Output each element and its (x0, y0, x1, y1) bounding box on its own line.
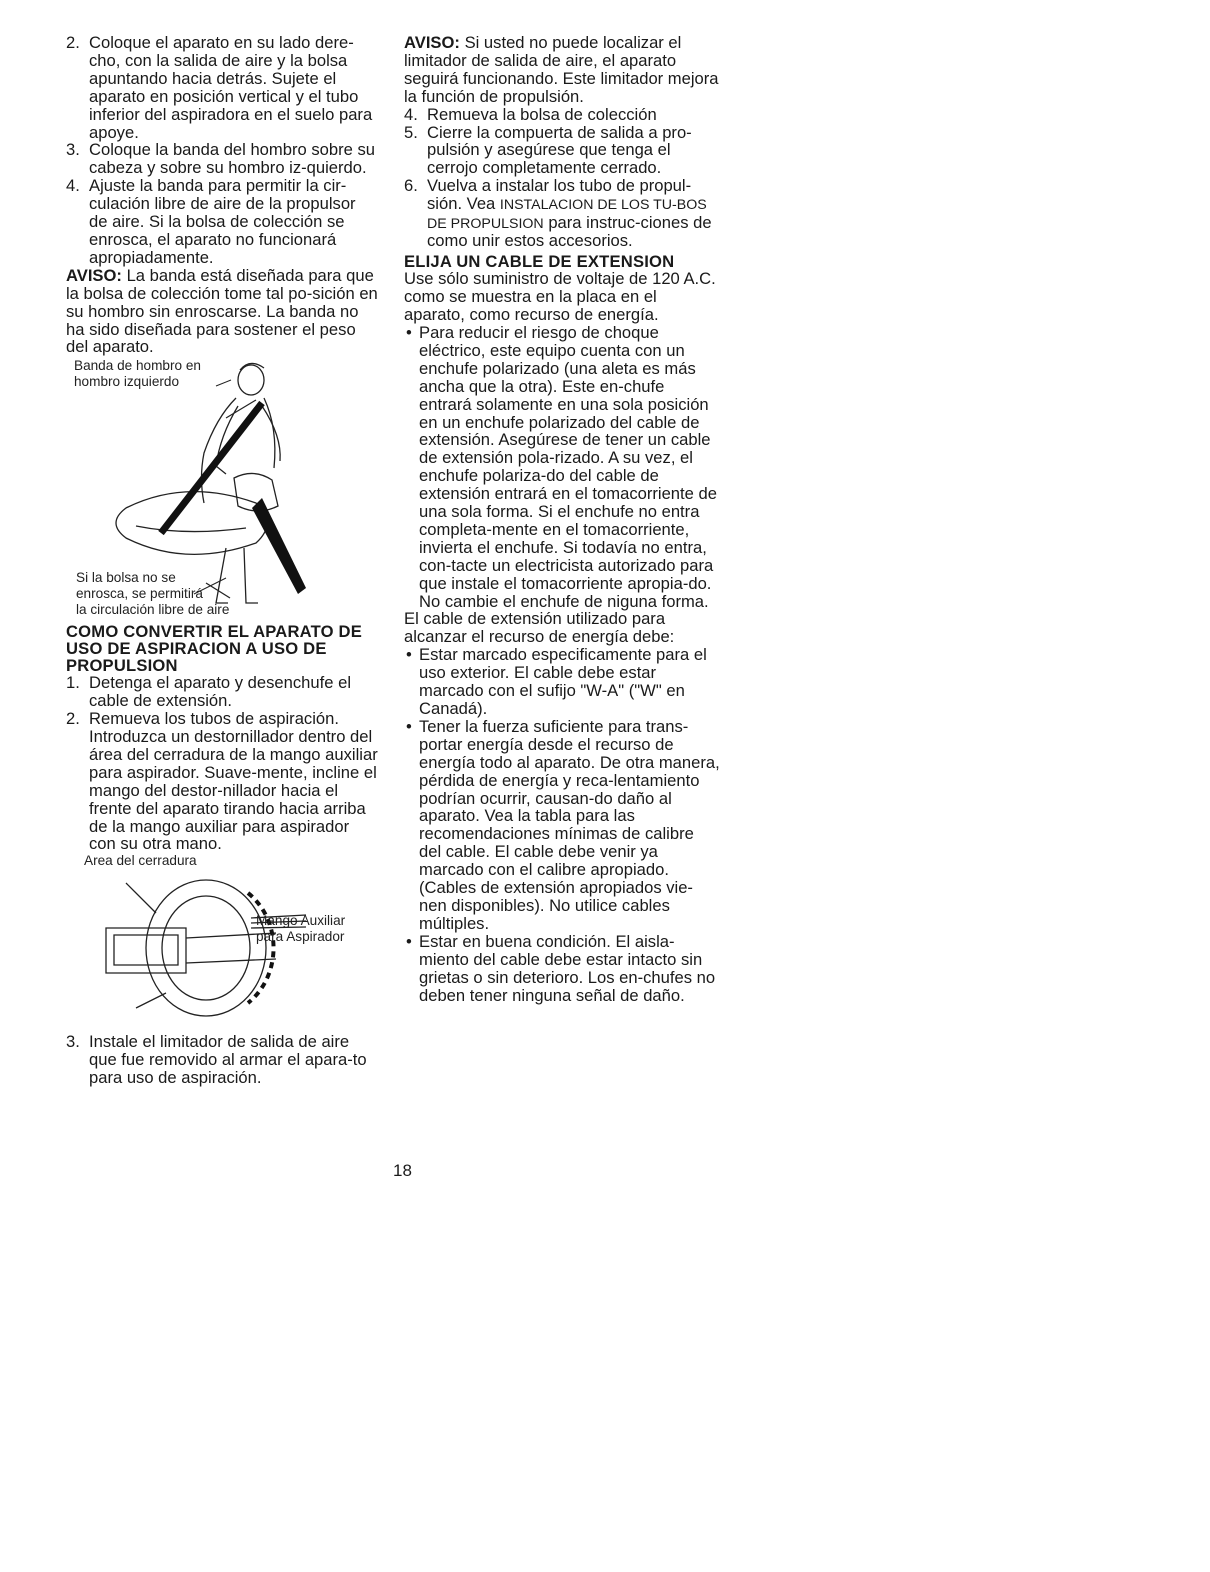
section-heading: ELIJA UN CABLE DE EXTENSION (404, 252, 675, 272)
list-item: • Para reducir el riesgo de choque eléctrico, este equipo cuenta con un enchufe polarizado (una aleta es más ancha que la otra). Este en-chufe entrará solamente en una sola posición en un enchufe polarizado del cable de extensión. Asegúrese de tener un cable de extensión pola-rizado. A su vez, el enchufe polariza-do del cable de extensión entrará en el tomacorriente de una sola forma. Si el enchufe no entra completa-mente en el tomacorriente, invierta el enchufe. Si todavía no entra, con-tacte un electricista autorizado para que instale el tomacorriente apropia-do. No cambie el enchufe de niguna forma. (406, 322, 717, 611)
bullet-list-a (404, 324, 720, 611)
intro-paragraph: Use sólo suministro de voltaje de 120 A.C. como se muestra en la placa en el aparato, como recurso de energía. (404, 269, 716, 325)
right-column (404, 34, 720, 1004)
figure-label-mango: Mango Auxiliar para Aspirador (256, 913, 346, 945)
list-item: 3. Coloque la banda del hombro sobre su cabeza y sobre su hombro iz-quierdo. (66, 140, 375, 178)
steps-list-a (66, 34, 378, 267)
list-item: 2. Remueva los tubos de aspiración. Introduzca un destornillador dentro del área del cerradura de la mango auxiliar para aspirador. Suave-mente, incline el mango del destor-nillador hacia el frente del aparato tirando hacia arriba de la mango auxiliar para aspirador con su otra mano. (66, 709, 378, 854)
list-item: 1. Detenga el aparato y desenchufe el cable de extensión. (66, 673, 351, 711)
steps-list-c (66, 1033, 378, 1087)
aviso-note: AVISO: La banda está diseñada para que la bolsa de colección tome tal po-sición en su hombro sin enroscarse. La banda no ha sido diseñada para sostener el peso del aparato. (66, 265, 378, 357)
figure-label-area: Area del cerradura (84, 853, 197, 869)
figure-label-bottom: Si la bolsa no se enrosca, se permitirá la circulación libre de aire (76, 570, 230, 618)
shoulder-strap-figure (66, 358, 378, 620)
aviso-note: AVISO: Si usted no puede localizar el limitador de salida de aire, el aparato seguirá funcionando. Este limitador mejora la función de propulsión. (404, 33, 719, 106)
section-heading: COMO CONVERTIR EL APARATO DE USO DE ASPIRACION A USO DE PROPULSION (66, 622, 363, 676)
list-item: 5. Cierre la compuerta de salida a pro-pulsión y asegúrese que tenga el cerrojo completamente cerrado. (404, 122, 692, 178)
list-item: 2. Coloque el aparato en su lado dere-cho, con la salida de aire y la bolsa apuntando hacia detrás. Sujete el aparato en posición vertical y el tubo inferior del aspiradora en el suelo para apoye. (66, 33, 373, 142)
requirements-paragraph: El cable de extensión utilizado para alcanzar el recurso de energía debe: (404, 609, 675, 647)
list-item: 3. Instale el limitador de salida de aire que fue removido al armar el apara-to para uso de aspiración. (66, 1032, 367, 1088)
list-item: • Estar en buena condición. El aisla-miento del cable debe estar intacto sin grietas o sin deterioro. Los en-chufes no deben tener ninguna señal de daño. (406, 931, 716, 1005)
list-item: • Tener la fuerza suficiente para trans-portar energía desde el recurso de energía todo al aparato. De otra manera, pérdida de energía y reca-lentamiento podrían ocurrir, causan-do daño al aparato. Vea la tabla para las recomendaciones mínimas de calibre del cable. El cable debe venir ya marcado con el calibre apropiado. (Cables de extensión apropiados vie-nen disponibles). No utilice cables múltiples. (406, 716, 720, 933)
auxiliary-handle-figure (66, 853, 378, 1033)
list-item: • Estar marcado especificamente para el uso exterior. El cable debe estar marcado con el sufijo "W-A" ("W" en Canadá). (406, 645, 707, 718)
cross-reference: INSTALACION DE LOS TU-BOS DE PROPULSION (427, 197, 707, 232)
list-item: 6. Vuelva a instalar los tubo de propul-sión. Vea INSTALACION DE LOS TU-BOS DE PROPULSION para instruc-ciones de como unir estos accesorios. (404, 176, 712, 251)
list-item: 4. Remueva la bolsa de colección (404, 104, 657, 124)
left-column (66, 34, 378, 1087)
bullet-list-b (404, 646, 720, 1004)
steps-list-right (404, 106, 720, 251)
page-number: 18 (393, 1161, 412, 1180)
figure-label-top: Banda de hombro en hombro izquierdo (74, 358, 201, 390)
list-item: 4. Ajuste la banda para permitir la cir-culación libre de aire de la propulsor de aire. Si la bolsa de colección se enrosca, el aparato no funcionará apropiadamente. (66, 176, 356, 267)
steps-list-b (66, 674, 378, 853)
